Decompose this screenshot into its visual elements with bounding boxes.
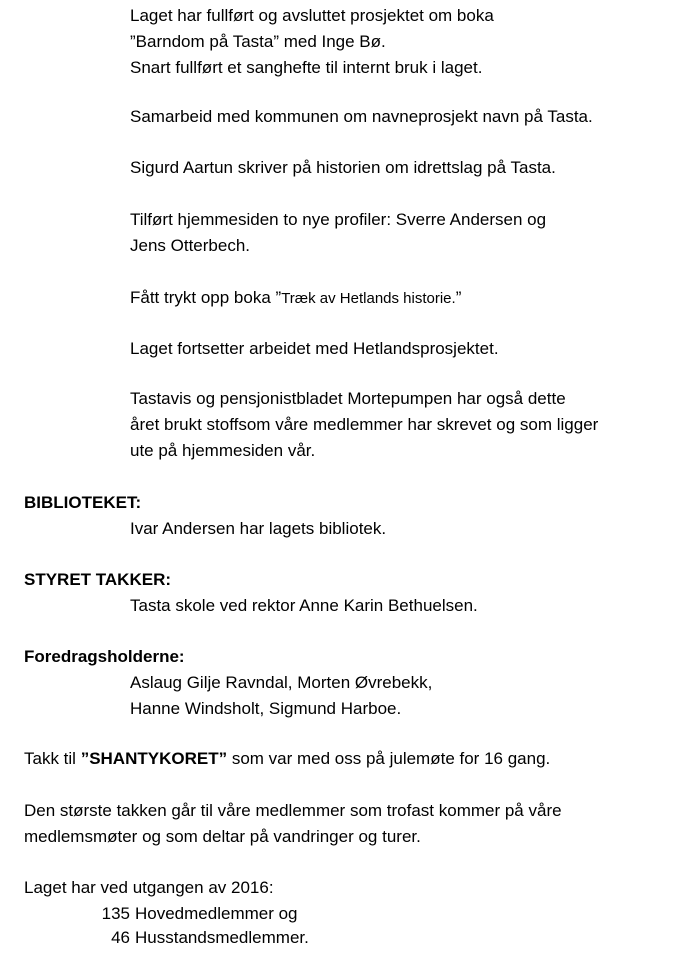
intro-line-1: Laget har fullført og avsluttet prosjektet om boka bbox=[130, 6, 494, 25]
medlemmer-count: 46 bbox=[111, 928, 130, 947]
paragraph-boka bbox=[130, 285, 461, 312]
biblioteket-heading: BIBLIOTEKET: bbox=[24, 493, 142, 512]
medlemmer-count: 135 bbox=[101, 904, 130, 923]
paragraph-tastavis-line-2: året brukt stoffsom våre medlemmer har skrevet og som ligger bbox=[130, 415, 599, 434]
medlemmer-label: Hovedmedlemmer og bbox=[135, 904, 298, 923]
storste-line-1: Den største takken går til våre medlemmer som trofast kommer på våre bbox=[24, 801, 562, 820]
paragraph-tastavis-line-1: Tastavis og pensjonistbladet Mortepumpen har også dette bbox=[130, 389, 566, 408]
takk-line bbox=[24, 746, 550, 772]
styret-text: Tasta skole ved rektor Anne Karin Bethuelsen. bbox=[130, 596, 478, 615]
foredrag-line-2: Hanne Windsholt, Sigmund Harboe. bbox=[130, 699, 402, 718]
storste-line-2: medlemsmøter og som deltar på vandringer og turer. bbox=[24, 827, 421, 846]
paragraph-tilfort-line-2: Jens Otterbech. bbox=[130, 236, 251, 255]
medlemmer-row bbox=[96, 925, 309, 951]
paragraph-hetland: Laget fortsetter arbeidet med Hetlandsprosjektet. bbox=[130, 339, 499, 358]
paragraph-samarbeid: Samarbeid med kommunen om navneprosjekt navn på Tasta. bbox=[130, 107, 593, 126]
paragraph-tilfort-line-1: Tilført hjemmesiden to nye profiler: Sverre Andersen og bbox=[130, 210, 547, 229]
paragraph-tastavis-line-3: ute på hjemmesiden vår. bbox=[130, 441, 316, 460]
medlemmer-intro: Laget har ved utgangen av 2016: bbox=[24, 878, 274, 897]
foredrag-heading: Foredragsholderne: bbox=[24, 647, 185, 666]
styret-heading: STYRET TAKKER: bbox=[24, 570, 172, 589]
takk-suffix: som var med oss på julemøte for 16 gang. bbox=[227, 749, 551, 768]
medlemmer-row bbox=[96, 901, 298, 927]
boka-suffix: ” bbox=[455, 288, 462, 307]
takk-prefix: Takk til bbox=[24, 749, 81, 768]
paragraph-sigurd: Sigurd Aartun skriver på historien om idrettslag på Tasta. bbox=[130, 158, 556, 177]
boka-title: Træk av Hetlands historie. bbox=[281, 290, 456, 307]
medlemmer-label: Husstandsmedlemmer. bbox=[135, 928, 309, 947]
boka-prefix: Fått trykt opp boka ” bbox=[130, 288, 282, 307]
foredrag-line-1: Aslaug Gilje Ravndal, Morten Øvrebekk, bbox=[130, 673, 433, 692]
intro-line-2: ”Barndom på Tasta” med Inge Bø. bbox=[130, 32, 386, 51]
biblioteket-text: Ivar Andersen har lagets bibliotek. bbox=[130, 519, 387, 538]
intro-line-3: Snart fullført et sanghefte til internt bruk i laget. bbox=[130, 58, 483, 77]
takk-shantykoret: ”SHANTYKORET” bbox=[80, 749, 228, 768]
